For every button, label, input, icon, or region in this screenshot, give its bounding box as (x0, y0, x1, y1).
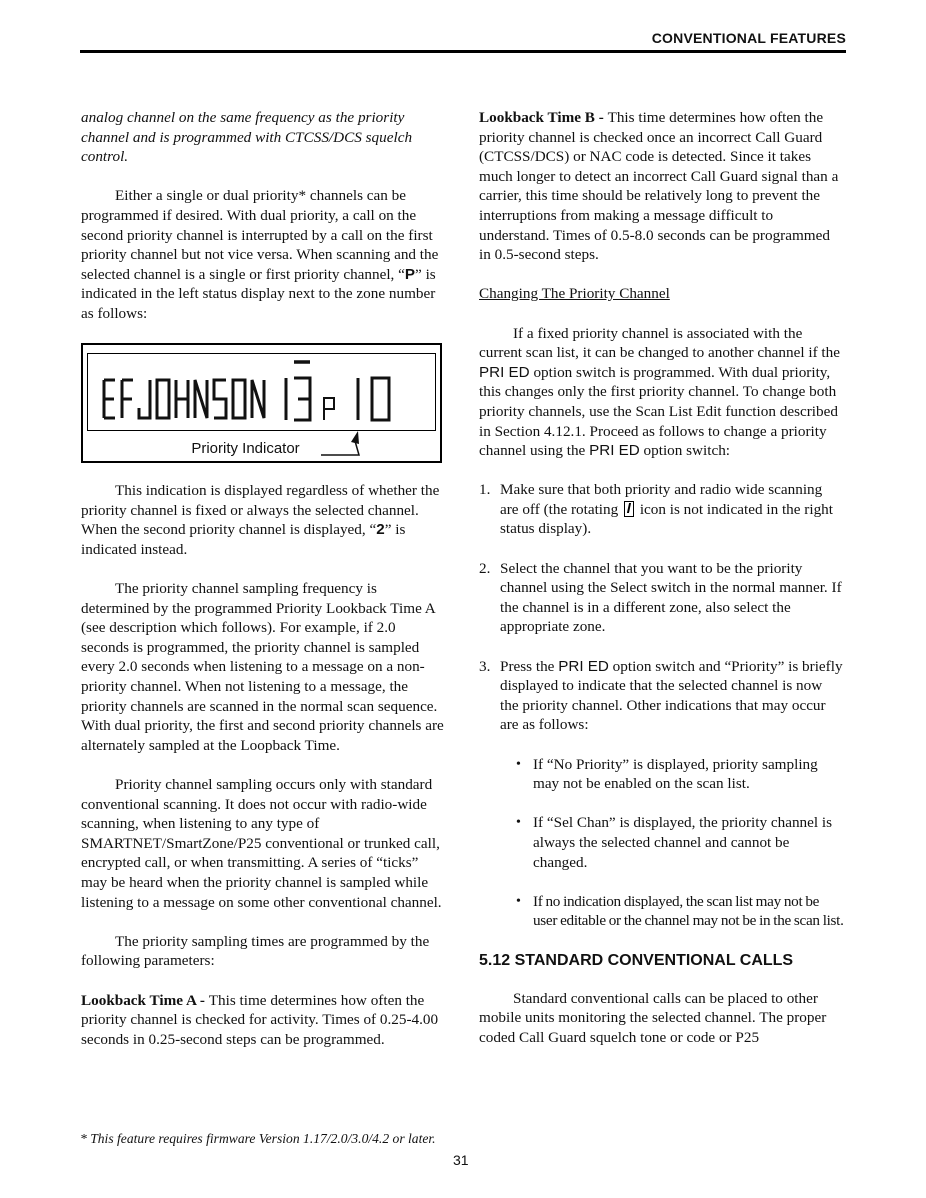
caption-text: Priority Indicator (191, 440, 300, 458)
bullet-icon: • (516, 756, 521, 772)
header-title: CONVENTIONAL FEATURES (651, 30, 846, 46)
section-heading: 5.12 STANDARD CONVENTIONAL CALLS (479, 951, 794, 969)
lookback-time-b: Lookback Time B - This time determines how often the priority channel is checked once an incorrect Call Guard (CTCSS/DCS) or NAC code is detected. Since it takes much longer to detect an incorrect Call Guard signal than a carrier, this time should be relatively long to prevent the interruptions from making a message difficult to understand. Times of 0.5-8.0 seconds can be programmed in 0.5-second steps. (479, 109, 839, 264)
bullet-3: • If no indication displayed, the scan list may not be user editable or the channel may not be in the scan list. (516, 892, 844, 930)
steps-list (479, 480, 844, 735)
subheading-changing-priority: Changing The Priority Channel (479, 285, 670, 303)
left-p5: Priority channel sampling occurs only with standard conventional scanning. It does not occur with radio-wide scanning, when listening to any type of SMARTNET/SmartZone/P25 conventional or trunked call, encrypted call, or when transmitting. A series of “ticks” may be heard when the priority channel is sampled while listening to a message on some other conventional channel. (81, 776, 442, 911)
bullet-1: • If “No Priority” is displayed, priority sampling may not be enabled on the scan list. (516, 755, 818, 793)
bullet-icon: • (516, 815, 521, 831)
step-3: 3. Press the PRI ED option switch and “Priority” is briefly displayed to indicate that the selected channel is now the priority channel. Other indications that may occur are as follows: (479, 657, 843, 734)
step-2: 2. Select the channel that you want to be the priority channel using the Select switch in the normal manner. If the channel is in a different zone, also select the appropriate zone. (479, 559, 842, 636)
left-column (81, 108, 446, 1069)
left-p1: analog channel on the same frequency as the priority channel and is programmed with CTCSS/DCS squelch control. (81, 109, 413, 166)
bullet-icon: • (516, 893, 521, 909)
step-1: 1. Make sure that both priority and radio wide scanning are off (the rotating icon is not indicated in the right status display). (479, 481, 833, 538)
pointer-arrow-icon (83, 345, 444, 465)
left-p4: The priority channel sampling frequency is determined by the programmed Priority Lookback Time A (see description which follows). For example, if 2.0 seconds is programmed, the priority channel is sampled every 2.0 seconds when listening to a message on a non-priority channel. When not listening to a message, the priority channels are scanned in the normal scan sequence. With dual priority, the first and second priority channels are alternately sampled at the Loopback Time. (81, 580, 444, 754)
lookback-time-a: Lookback Time A - This time determines how often the priority channel is checked for activity. Times of 0.25-4.00 seconds in 0.25-second steps can be programmed. (81, 991, 439, 1048)
footnote: * This feature requires firmware Version 1.17/2.0/3.0/4.2 or later. (80, 1131, 436, 1146)
left-p2: Either a single or dual priority* channels can be programmed if desired. With dual priority, a call on the second priority channel is interrupted by a call on the first priority channel but not vice versa. When scanning and the selected channel is a single or first priority channel, “P” is indicated in the left status display next to the zone number as follows: (81, 187, 439, 322)
page-number: 31 (453, 1152, 469, 1168)
priority-symbol: P (404, 265, 416, 283)
rotating-scan-icon (624, 501, 634, 517)
bullet-2: • If “Sel Chan” is displayed, the priority channel is always the selected channel and cannot be changed. (516, 814, 833, 871)
right-p3: Standard conventional calls can be placed to other mobile units monitoring the selected channel. The proper coded Call Guard squelch tone or code or P25 (479, 989, 827, 1046)
right-column (479, 108, 844, 1067)
right-p2: If a fixed priority channel is associated with the current scan list, it can be changed to another channel if the PRI ED option switch is programmed. With dual priority, this changes only the first priority channel. To change both priority channels, use the Scan List Edit function described in Section 4.12.1. Proceed as follows to change a priority channel using the PRI ED option switch: (479, 324, 840, 460)
page-header (80, 30, 846, 53)
header-rule (80, 50, 846, 53)
left-p3: This indication is displayed regardless of whether the priority channel is fixed or always the selected channel. When the second priority channel is displayed, “2” is indicated instead. (81, 482, 440, 558)
left-p6: The priority sampling times are programmed by the following parameters: (81, 932, 430, 970)
second-priority-symbol: 2 (376, 521, 385, 539)
radio-display-figure (81, 343, 442, 463)
